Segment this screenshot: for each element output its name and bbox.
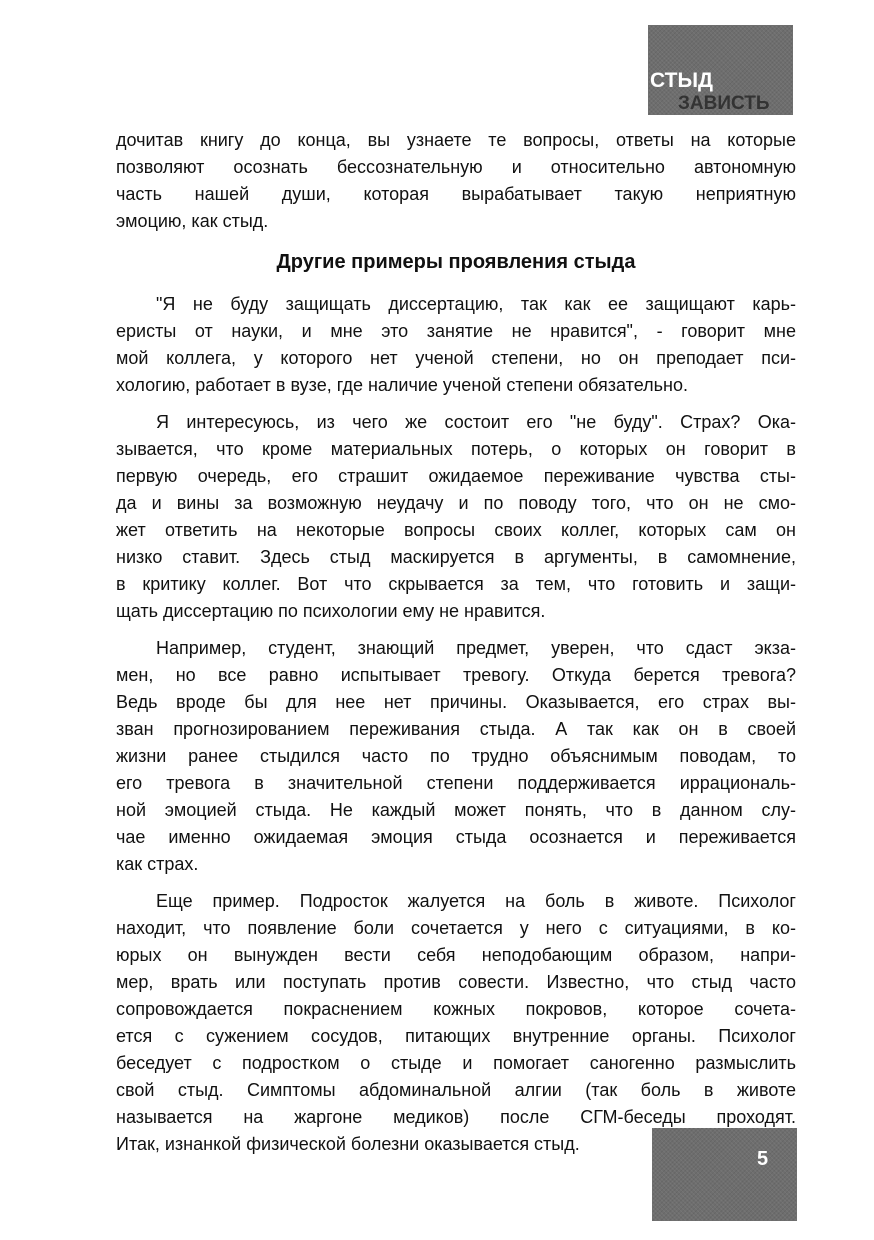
text-line: чае именно ожидаемая эмоция стыда осознается и переживается: [116, 827, 796, 847]
paragraphs: [116, 291, 796, 1158]
text-line: Итак, изнанкой физической болезни оказывается стыд.: [116, 1134, 580, 1154]
text-line: эмоцию, как стыд.: [116, 211, 269, 231]
text-line: хологию, работает в вузе, где наличие ученой степени обязательно.: [116, 375, 688, 395]
text-line: ной эмоцией стыда. Не каждый может понять, что в данном слу-: [116, 800, 796, 820]
text-line: зывается, что кроме материальных потерь, о которых он говорит в: [116, 439, 796, 459]
section-heading: Другие примеры проявления стыда: [276, 251, 636, 273]
text-line: еристы от науки, и мне это занятие не нравится", - говорит мне: [116, 321, 796, 341]
text-line: часть нашей души, которая вырабатывает такую неприятную: [116, 184, 796, 204]
paragraph: [116, 888, 796, 1158]
text-line: Например, студент, знающий предмет, уверен, что сдаст экза-: [156, 638, 796, 658]
text-line: жет ответить на некоторые вопросы своих коллег, которых сам он: [116, 520, 796, 540]
chapter-badge: [648, 25, 793, 115]
text-line: Я интересуюсь, из чего же состоит его "не буду". Страх? Ока-: [156, 412, 796, 432]
intro-paragraph: [116, 127, 796, 235]
text-line: низко ставит. Здесь стыд маскируется в аргументы, в самомнение,: [116, 547, 796, 567]
text-line: мен, но все равно испытывает тревогу. Откуда берется тревога?: [116, 665, 796, 685]
text-line: свой стыд. Симптомы абдоминальной алгии (так боль в животе: [116, 1080, 796, 1100]
text-line: мой коллега, у которого нет ученой степени, но он преподает пси-: [116, 348, 796, 368]
text-line: Еще пример. Подросток жалуется на боль в животе. Психолог: [156, 891, 796, 911]
text-line: Ведь вроде бы для нее нет причины. Оказывается, его страх вы-: [116, 692, 796, 712]
text-line: "Я не буду защищать диссертацию, так как ее защищают карь-: [156, 294, 796, 314]
paragraph: [116, 635, 796, 878]
paragraph: [116, 291, 796, 399]
page-number: 5: [757, 1148, 769, 1170]
text-line: ется с сужением сосудов, питающих внутренние органы. Психолог: [116, 1026, 796, 1046]
text-line: беседует с подростком о стыде и помогает саногенно размыслить: [116, 1053, 796, 1073]
chapter-badge-subtitle: ЗАВИСТЬ: [678, 93, 770, 114]
text-line: мер, врать или поступать против совести. Известно, что стыд часто: [116, 972, 796, 992]
paragraph: [116, 409, 796, 625]
text-line: в критику коллег. Вот что скрывается за тем, что готовить и защи-: [116, 574, 796, 594]
text-line: называется на жаргоне медиков) после СГМ-беседы проходят.: [116, 1107, 796, 1127]
text-line: как страх.: [116, 854, 199, 874]
text-line: первую очередь, его страшит ожидаемое переживание чувства сты-: [116, 466, 796, 486]
text-line: щать диссертацию по психологии ему не нравится.: [116, 601, 546, 621]
text-line: зван прогнозированием переживания стыда. А так как он в своей: [116, 719, 796, 739]
chapter-badge-title: СТЫД: [650, 69, 713, 92]
page-number-badge: [652, 1128, 797, 1221]
text-line: дочитав книгу до конца, вы узнаете те вопросы, ответы на которые: [116, 130, 796, 150]
text-line: юрых он вынужден вести себя неподобающим образом, напри-: [116, 945, 796, 965]
text-line: жизни ранее стыдился часто по трудно объяснимым поводам, то: [116, 746, 796, 766]
text-line: позволяют осознать бессознательную и относительно автономную: [116, 157, 796, 177]
text-line: да и вины за возможную неудачу и по поводу того, что он не смо-: [116, 493, 796, 513]
text-line: сопровождается покраснением кожных покровов, которое сочета-: [116, 999, 796, 1019]
text-line: находит, что появление боли сочетается у него с ситуациями, в ко-: [116, 918, 796, 938]
page-body: [116, 127, 796, 1168]
text-line: его тревога в значительной степени поддерживается иррациональ-: [116, 773, 796, 793]
